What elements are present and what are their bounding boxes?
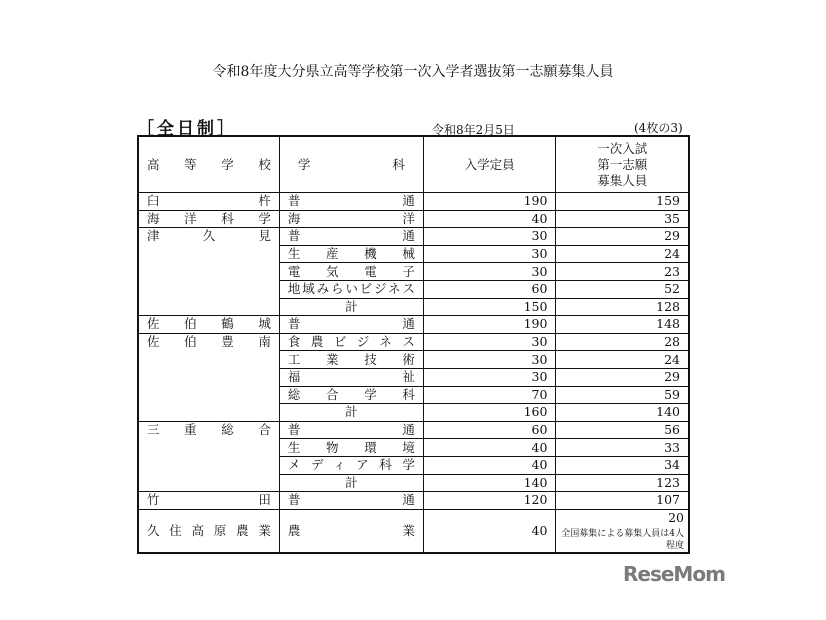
table-row	[138, 492, 689, 510]
subject-name: 普通	[279, 492, 423, 510]
recruit-value: 29	[556, 228, 689, 246]
capacity-value: 30	[423, 245, 556, 263]
capacity-value: 60	[423, 421, 556, 439]
recruit-value: 34	[556, 456, 689, 474]
recruit-value: 107	[556, 492, 689, 510]
table-row	[138, 210, 689, 228]
school-name: 臼杵	[138, 193, 279, 211]
subject-total: 計	[279, 404, 423, 422]
table-row	[138, 228, 689, 246]
table-row	[138, 421, 689, 439]
subject-name: 食農ビジネス	[279, 333, 423, 351]
capacity-value: 120	[423, 492, 556, 510]
capacity-value: 30	[423, 228, 556, 246]
capacity-value: 60	[423, 280, 556, 298]
header-row	[138, 136, 689, 193]
subject-name: メディア科学	[279, 456, 423, 474]
subject-name: 普通	[279, 193, 423, 211]
section-label: ［全日制］	[137, 119, 237, 139]
recruit-value: 29	[556, 368, 689, 386]
capacity-value: 30	[423, 263, 556, 281]
capacity-value: 40	[423, 456, 556, 474]
recruit-value: 23	[556, 263, 689, 281]
recruit-value: 128	[556, 298, 689, 316]
resemom-logo: ReseMom	[623, 562, 725, 586]
subject-name: 農業	[279, 509, 423, 553]
recruitment-table	[137, 135, 690, 554]
header-capacity: 入学定員	[423, 136, 556, 193]
recruit-value: 20 全国募集による募集人員は4人程度	[556, 509, 689, 553]
header-school: 高等学校	[138, 136, 279, 193]
subject-name: 海洋	[279, 210, 423, 228]
subject-name: 総合学科	[279, 386, 423, 404]
recruit-value: 33	[556, 439, 689, 457]
capacity-value: 70	[423, 386, 556, 404]
subject-name: 普通	[279, 316, 423, 334]
school-name: 海洋科学	[138, 210, 279, 228]
page-number: (4枚の3)	[634, 121, 683, 135]
document-date: 令和8年2月5日	[432, 123, 515, 137]
subject-name: 普通	[279, 228, 423, 246]
table-row	[138, 333, 689, 351]
recruit-value: 56	[556, 421, 689, 439]
subject-total: 計	[279, 298, 423, 316]
capacity-value: 40	[423, 210, 556, 228]
subject-name: 工業技術	[279, 351, 423, 369]
school-name: 竹田	[138, 492, 279, 510]
table-row	[138, 193, 689, 211]
school-name: 久住高原農業	[138, 509, 279, 553]
recruit-value: 148	[556, 316, 689, 334]
recruit-value: 24	[556, 245, 689, 263]
capacity-value: 40	[423, 509, 556, 553]
recruit-value: 159	[556, 193, 689, 211]
capacity-value: 140	[423, 474, 556, 492]
capacity-value: 150	[423, 298, 556, 316]
capacity-value: 30	[423, 333, 556, 351]
recruit-value: 35	[556, 210, 689, 228]
capacity-value: 30	[423, 351, 556, 369]
header-subject: 学科	[279, 136, 423, 193]
capacity-value: 160	[423, 404, 556, 422]
subject-name: 地域みらいビジネス	[279, 280, 423, 298]
school-name: 佐伯豊南	[138, 333, 279, 421]
subject-name: 生産機械	[279, 245, 423, 263]
subject-name: 福祉	[279, 368, 423, 386]
recruit-value: 24	[556, 351, 689, 369]
recruit-note: 全国募集による募集人員は4人程度	[561, 528, 684, 551]
recruit-value: 140	[556, 404, 689, 422]
subject-name: 電気電子	[279, 263, 423, 281]
header-applicants: 一次入試 第一志願 募集人員	[556, 136, 689, 193]
school-name: 佐伯鶴城	[138, 316, 279, 334]
table-row	[138, 509, 689, 553]
recruit-value: 59	[556, 386, 689, 404]
subject-total: 計	[279, 474, 423, 492]
capacity-value: 30	[423, 368, 556, 386]
school-name: 津久見	[138, 228, 279, 316]
table-row	[138, 316, 689, 334]
subject-name: 生物環境	[279, 439, 423, 457]
subject-name: 普通	[279, 421, 423, 439]
capacity-value: 190	[423, 193, 556, 211]
recruit-value: 52	[556, 280, 689, 298]
recruit-value: 123	[556, 474, 689, 492]
capacity-value: 40	[423, 439, 556, 457]
school-name: 三重総合	[138, 421, 279, 491]
document-title: 令和8年度大分県立高等学校第一次入学者選抜第一志願募集人員	[212, 64, 614, 80]
recruit-value: 28	[556, 333, 689, 351]
capacity-value: 190	[423, 316, 556, 334]
